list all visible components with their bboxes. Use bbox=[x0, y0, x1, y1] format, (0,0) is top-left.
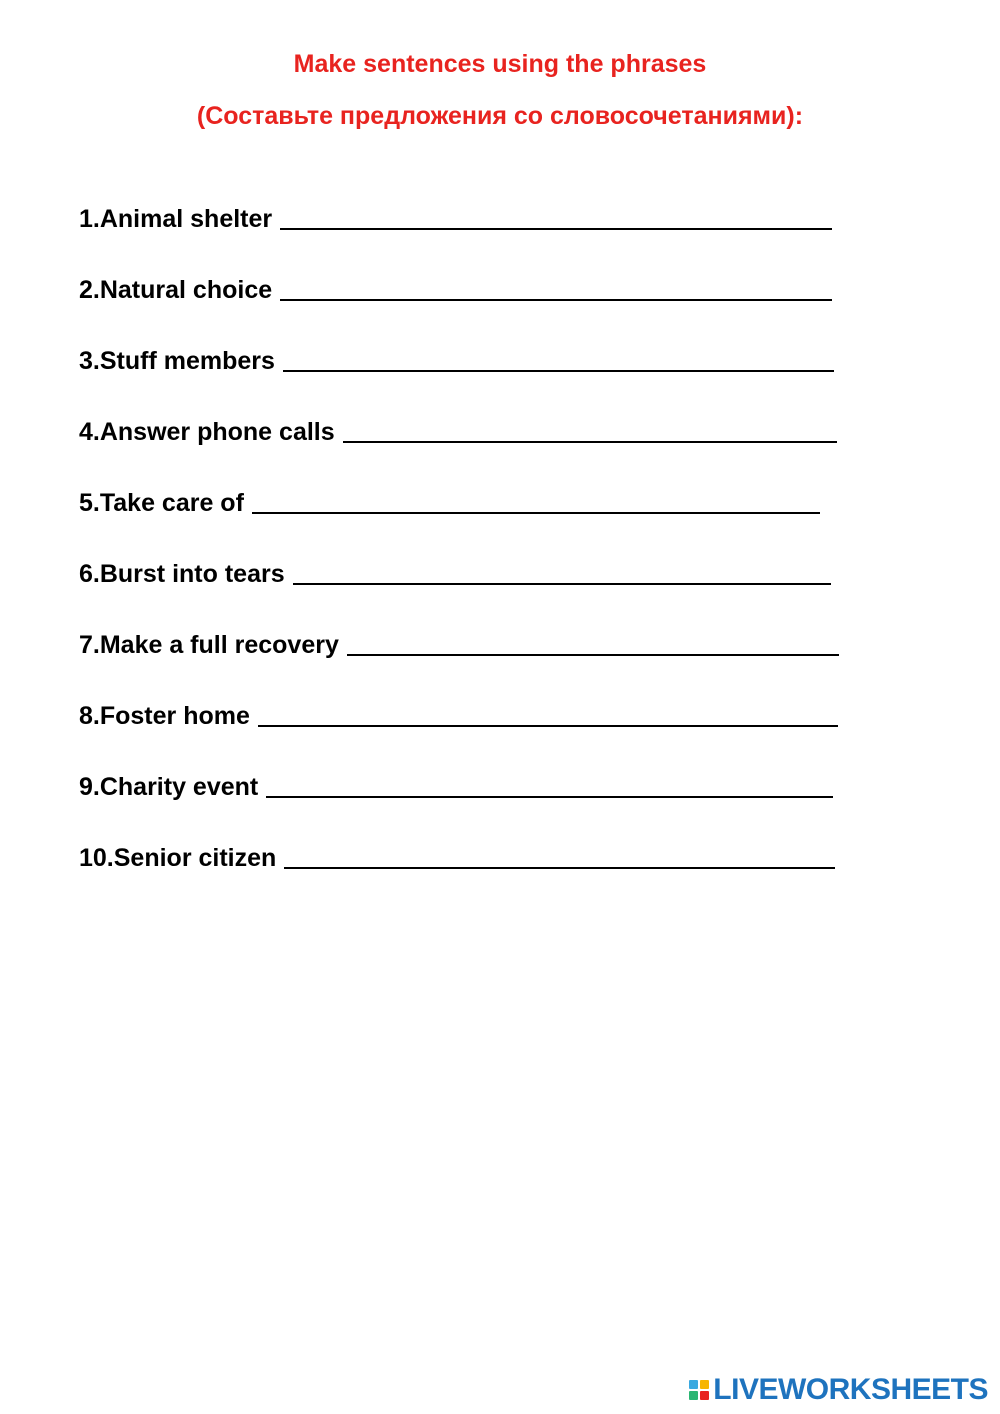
exercise-phrase: 7.Make a full recovery bbox=[79, 631, 339, 659]
exercise-item bbox=[79, 701, 838, 733]
exercise-phrase: 1.Animal shelter bbox=[79, 205, 273, 233]
exercise-item bbox=[79, 417, 837, 449]
answer-field[interactable] bbox=[284, 867, 835, 869]
exercise-item bbox=[79, 488, 820, 520]
answer-field[interactable] bbox=[283, 370, 834, 372]
exercise-phrase: 8.Foster home bbox=[79, 702, 250, 730]
exercise-item bbox=[79, 346, 834, 378]
answer-field[interactable] bbox=[343, 441, 837, 443]
exercise-phrase: 10.Senior citizen bbox=[79, 844, 277, 872]
answer-field[interactable] bbox=[266, 796, 833, 798]
answer-field[interactable] bbox=[347, 654, 839, 656]
answer-field[interactable] bbox=[280, 299, 832, 301]
exercise-item bbox=[79, 275, 832, 307]
exercise-item bbox=[79, 843, 835, 875]
exercise-phrase: 6.Burst into tears bbox=[79, 560, 285, 588]
logo-square bbox=[689, 1380, 698, 1389]
answer-field[interactable] bbox=[293, 583, 831, 585]
exercise-phrase: 2.Natural choice bbox=[79, 276, 273, 304]
liveworksheets-logo bbox=[689, 1373, 988, 1407]
exercise-item bbox=[79, 630, 839, 662]
answer-field[interactable] bbox=[258, 725, 838, 727]
exercise-phrase: 3.Stuff members bbox=[79, 347, 275, 375]
logo-mark-icon bbox=[689, 1380, 709, 1400]
logo-square bbox=[700, 1391, 709, 1400]
worksheet-title: Make sentences using the phrases bbox=[293, 50, 707, 78]
exercise-phrase: 9.Charity event bbox=[79, 773, 259, 801]
exercise-phrase: 5.Take care of bbox=[79, 489, 244, 517]
logo-text: LIVEWORKSHEETS bbox=[713, 1373, 988, 1406]
worksheet-subtitle: (Составьте предложения со словосочетаниями): bbox=[196, 102, 804, 130]
answer-field[interactable] bbox=[280, 228, 832, 230]
exercise-phrase: 4.Answer phone calls bbox=[79, 418, 335, 446]
answer-field[interactable] bbox=[252, 512, 820, 514]
logo-square bbox=[689, 1391, 698, 1400]
logo-square bbox=[700, 1380, 709, 1389]
exercise-item bbox=[79, 559, 831, 591]
exercise-item bbox=[79, 204, 832, 236]
exercise-item bbox=[79, 772, 833, 804]
